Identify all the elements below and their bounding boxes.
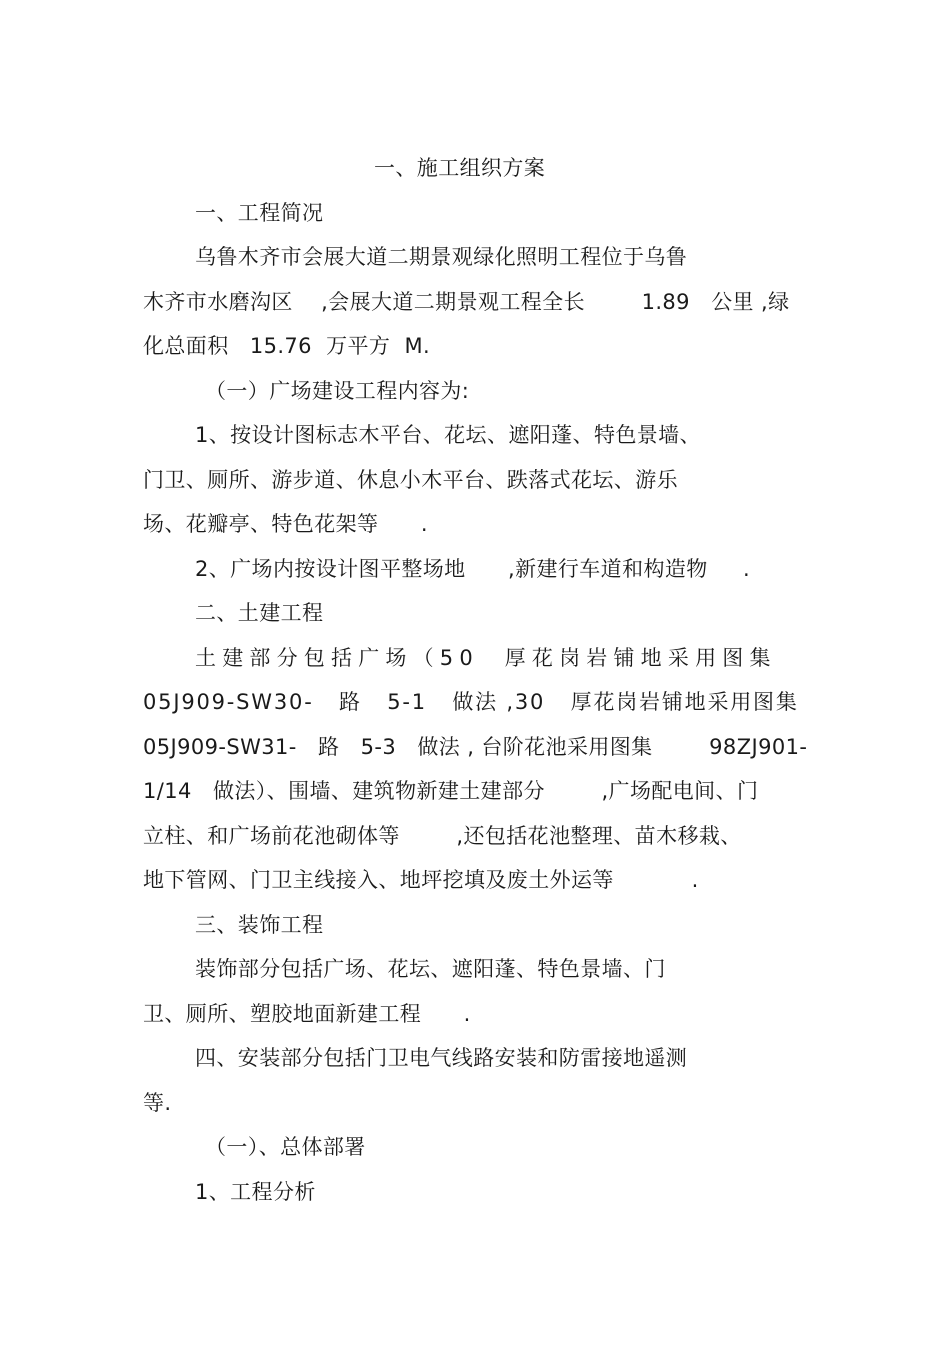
- list-item-line: 场、花瓣亭、特色花架等 .: [143, 512, 428, 536]
- paragraph-line: 05J909-SW31- 路 5-3 做法 , 台阶花池采用图集 98ZJ901-: [143, 735, 808, 759]
- paragraph-line: 木齐市水磨沟区 ,会展大道二期景观工程全长 1.89 公里 ,绿: [143, 290, 790, 314]
- paragraph-line: 05J909-SW30- 路 5-1 做法 ,30 厚花岗岩铺地采用图集: [143, 690, 799, 714]
- heading-civil-works: 二、土建工程: [195, 601, 324, 625]
- paragraph-line: 卫、厕所、塑胶地面新建工程 .: [143, 1002, 471, 1026]
- paragraph-line: 等.: [143, 1091, 172, 1115]
- list-item-line: 1、按设计图标志木平台、花坛、遮阳蓬、特色景墙、: [195, 423, 701, 447]
- list-item-line: 2、广场内按设计图平整场地 ,新建行车道和构造物 .: [195, 557, 751, 581]
- paragraph-line: 装饰部分包括广场、花坛、遮阳蓬、特色景墙、门: [195, 957, 666, 981]
- paragraph-line: 1/14 做法）、围墙、建筑物新建土建部分 ,广场配电间、门: [143, 779, 759, 803]
- heading-project-overview: 一、工程简况: [195, 201, 324, 225]
- subheading-overall-deployment: （一）、总体部署: [205, 1135, 366, 1159]
- paragraph-line: 乌鲁木齐市会展大道二期景观绿化照明工程位于乌鲁: [195, 245, 688, 269]
- paragraph-line: 地下管网、门卫主线接入、地坪挖填及废土外运等 .: [143, 868, 699, 892]
- document-title: 一、施工组织方案: [374, 156, 546, 180]
- paragraph-line: 土建部分包括广场（50 厚花岗岩铺地采用图集: [195, 646, 777, 670]
- heading-decoration-works: 三、装饰工程: [195, 913, 324, 937]
- list-item-line: 门卫、厕所、游步道、休息小木平台、跌落式花坛、游乐: [143, 468, 678, 492]
- heading-installation: 四、安装部分包括门卫电气线路安装和防雷接地遥测: [195, 1046, 688, 1070]
- paragraph-line: 化总面积 15.76 万平方 M.: [143, 334, 431, 358]
- subheading-project-analysis: 1、工程分析: [195, 1180, 316, 1204]
- paragraph-line: 立柱、和广场前花池砌体等 ,还包括花池整理、苗木移栽、: [143, 824, 742, 848]
- subheading-plaza-construction: （一）广场建设工程内容为:: [205, 379, 470, 403]
